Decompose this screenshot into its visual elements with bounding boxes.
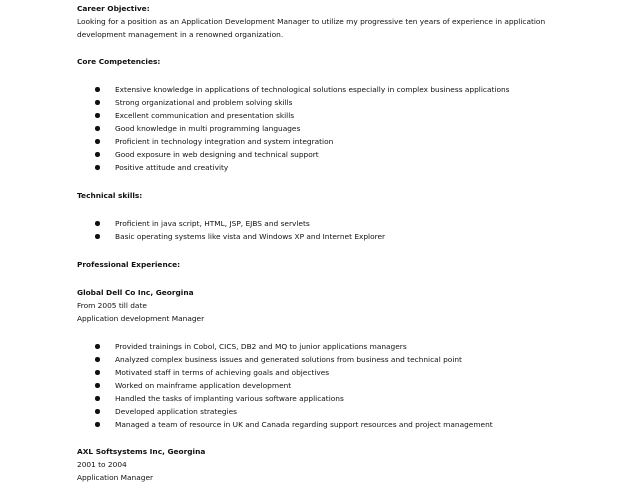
competency-item: Good exposure in web designing and technical support — [115, 150, 319, 159]
bullet-icon — [95, 409, 100, 414]
job-title: Application development Manager — [77, 314, 205, 323]
core-competencies-heading: Core Competencies: — [77, 57, 161, 66]
technical-skills-heading: Technical skills: — [77, 191, 143, 200]
job-company: Global Dell Co Inc, Georgina — [77, 288, 194, 297]
career-objective-line: development management in a renowned organization. — [77, 30, 284, 39]
job-period: From 2005 till date — [77, 301, 147, 310]
competency-item: Positive attitude and creativity — [115, 163, 229, 172]
job-duty-item: Motivated staff in terms of achieving goals and objectives — [115, 368, 330, 377]
bullet-icon — [95, 100, 100, 105]
competency-item: Excellent communication and presentation skills — [115, 111, 295, 120]
bullet-icon — [95, 152, 100, 157]
bullet-icon — [95, 383, 100, 388]
job-duty-item: Provided trainings in Cobol, CICS, DB2 and MQ to junior applications managers — [115, 342, 407, 351]
job-duty-item: Worked on mainframe application development — [115, 381, 292, 390]
bullet-icon — [95, 139, 100, 144]
career-objective-heading: Career Objective: — [77, 4, 150, 13]
skill-item: Proficient in java script, HTML, JSP, EJBS and servlets — [115, 219, 310, 228]
competency-item: Strong organizational and problem solving skills — [115, 98, 293, 107]
job-duty-item: Developed application strategies — [115, 407, 238, 416]
job-duty-item: Managed a team of resource in UK and Canada regarding support resources and project management — [115, 420, 493, 429]
bullet-icon — [95, 234, 100, 239]
competency-item: Extensive knowledge in applications of technological solutions especially in complex business applications — [115, 85, 510, 94]
bullet-icon — [95, 165, 100, 170]
job-duty-item: Handled the tasks of implanting various software applications — [115, 394, 344, 403]
career-objective-line: Looking for a position as an Application Development Manager to utilize my progressive ten years of experience in application — [77, 17, 546, 26]
job-period: 2001 to 2004 — [77, 460, 127, 469]
competency-item: Proficient in technology integration and system integration — [115, 137, 334, 146]
bullet-icon — [95, 87, 100, 92]
bullet-icon — [95, 126, 100, 131]
bullet-icon — [95, 396, 100, 401]
bullet-icon — [95, 113, 100, 118]
bullet-icon — [95, 422, 100, 427]
job-company: AXL Softsystems Inc, Georgina — [77, 447, 206, 456]
job-title: Application Manager — [77, 473, 154, 482]
bullet-icon — [95, 370, 100, 375]
competency-item: Good knowledge in multi programming languages — [115, 124, 301, 133]
job-duty-item: Analyzed complex business issues and generated solutions from business and technical point — [115, 355, 462, 364]
skill-item: Basic operating systems like vista and Windows XP and Internet Explorer — [115, 232, 386, 241]
bullet-icon — [95, 357, 100, 362]
professional-experience-heading: Professional Experience: — [77, 260, 181, 269]
bullet-icon — [95, 221, 100, 226]
bullet-icon — [95, 344, 100, 349]
